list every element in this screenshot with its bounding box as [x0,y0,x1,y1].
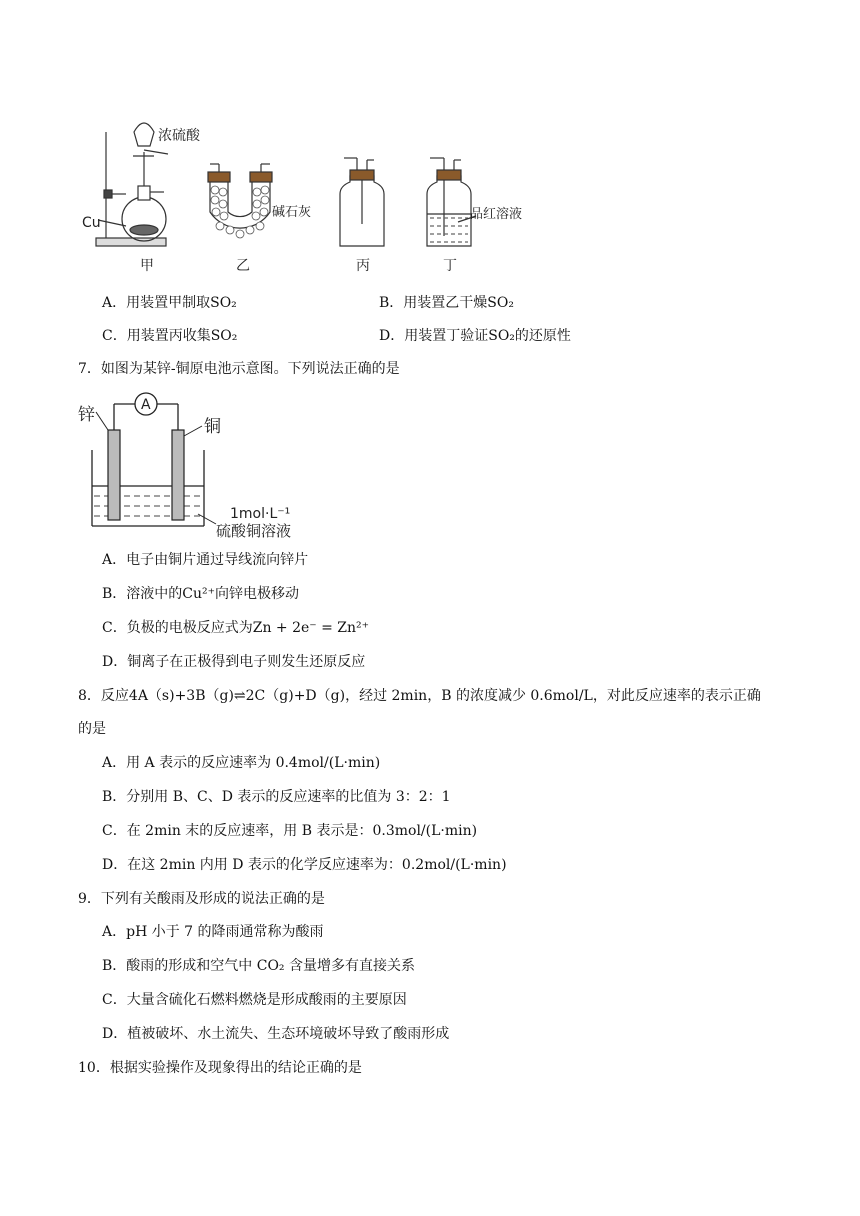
q8-stem-line1: 8．反应4A（s)+3B（g)⇌2C（g)+D（g)，经过 2min，B 的浓度减少 0.6mol/L，对此反应速率的表示正确 [78,688,761,704]
label-ding: 丁 [443,258,457,274]
label-yi: 乙 [236,258,250,274]
label-cu: Cu [82,215,101,231]
q6-option-b: B．用装置乙干燥SO₂ [379,295,514,311]
q7-option-c: C．负极的电极反应式为Zn + 2e⁻ = Zn²⁺ [102,620,370,636]
label-bing: 丙 [356,258,370,274]
q7-option-d: D．铜离子在正极得到电子则发生还原反应 [102,654,366,670]
q10-stem: 10．根据实验操作及现象得出的结论正确的是 [78,1060,362,1076]
q9-option-a: A．pH 小于 7 的降雨通常称为酸雨 [102,924,324,940]
label-conc: 1mol·L⁻¹ [230,506,291,522]
q9-option-b: B．酸雨的形成和空气中 CO₂ 含量增多有直接关系 [102,958,415,974]
q6-option-d: D．用装置丁验证SO₂的还原性 [379,328,571,344]
q8-option-b: B．分别用 B、C、D 表示的反应速率的比值为 3：2：1 [102,789,451,805]
label-jia: 甲 [140,258,154,274]
q6-option-a: A．用装置甲制取SO₂ [102,295,237,311]
q6-option-c: C．用装置丙收集SO₂ [102,328,238,344]
label-soda-lime: 碱石灰 [272,205,312,220]
label-pinhong: 品红溶液 [470,207,523,222]
q8-option-d: D．在这 2min 内用 D 表示的化学反应速率为：0.2mol/(L·min) [102,857,507,873]
label-copper: 铜 [204,417,221,437]
apparatus-bing [340,158,384,246]
q7-cell-figure [78,390,318,540]
label-zinc: 锌 [78,405,95,425]
apparatus-yi [208,164,272,238]
label-acid: 浓硫酸 [158,128,200,144]
label-solution: 硫酸铜溶液 [216,522,292,540]
q8-option-a: A．用 A 表示的反应速率为 0.4mol/(L·min) [102,755,381,771]
q8-stem-line2: 的是 [78,721,106,737]
apparatus-ding [427,158,476,246]
q7-option-b: B．溶液中的Cu²⁺向锌电极移动 [102,586,300,602]
q9-stem: 9．下列有关酸雨及形成的说法正确的是 [78,891,325,907]
q7-option-a: A．电子由铜片通过导线流向锌片 [102,552,309,568]
q8-option-c: C．在 2min 末的反应速率，用 B 表示是：0.3mol/(L·min) [102,823,478,839]
q6-apparatus-figure [78,112,548,282]
q9-option-d: D．植被破坏、水土流失、生态环境破坏导致了酸雨形成 [102,1026,450,1042]
q7-stem: 7．如图为某锌-铜原电池示意图。下列说法正确的是 [78,361,400,377]
q9-option-c: C．大量含硫化石燃料燃烧是形成酸雨的主要原因 [102,992,407,1008]
ammeter-label: A [141,397,151,413]
